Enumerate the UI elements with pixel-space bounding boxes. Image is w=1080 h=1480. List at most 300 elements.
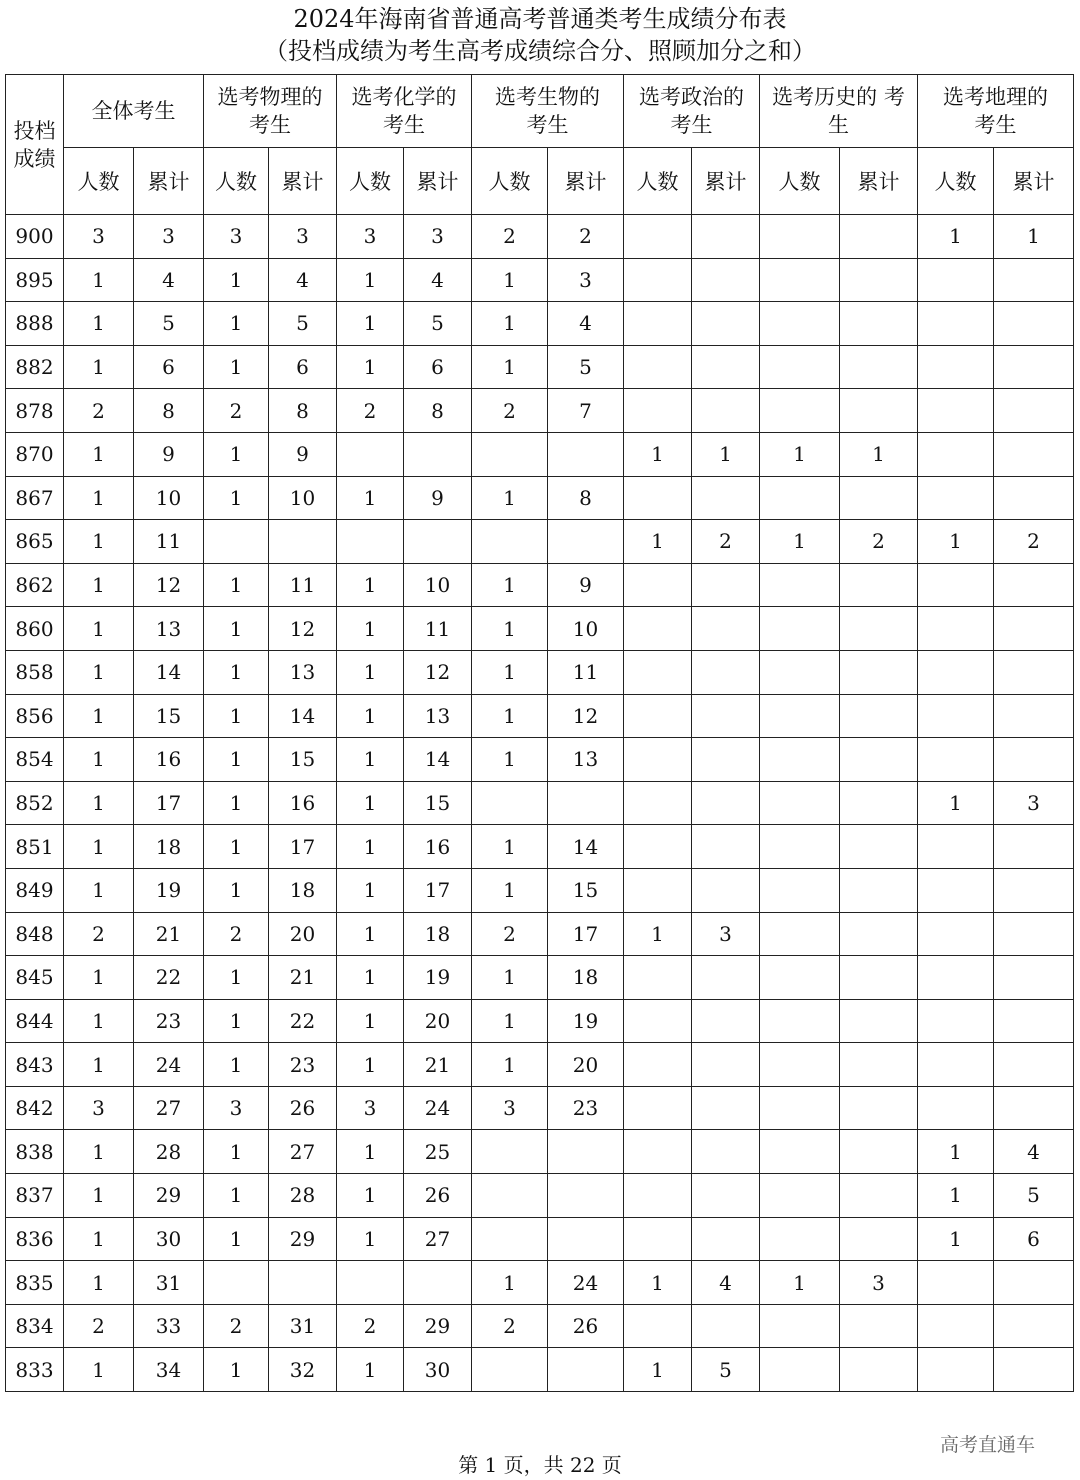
count-cell: 1 — [624, 912, 692, 956]
cumulative-cell — [994, 999, 1074, 1043]
cumulative-cell — [692, 389, 760, 433]
count-cell: 1 — [472, 825, 548, 869]
score-cell: 835 — [6, 1261, 64, 1305]
cumulative-cell: 23 — [269, 1043, 337, 1087]
group-header-label: 选考物理的 考生 — [217, 85, 323, 137]
count-cell — [918, 1043, 994, 1087]
cumulative-cell: 15 — [548, 868, 624, 912]
cumulative-cell: 26 — [269, 1086, 337, 1130]
count-cell: 1 — [204, 1043, 269, 1087]
count-cell: 1 — [337, 1174, 404, 1218]
cumulative-cell — [994, 912, 1074, 956]
count-cell: 1 — [337, 999, 404, 1043]
group-header — [918, 75, 1074, 148]
count-cell — [918, 1086, 994, 1130]
count-cell: 1 — [204, 999, 269, 1043]
group-header-label: 选考化学的 考生 — [351, 85, 457, 137]
cumulative-cell: 4 — [269, 258, 337, 302]
count-cell: 1 — [918, 1174, 994, 1218]
cumulative-cell: 9 — [404, 476, 472, 520]
count-cell: 2 — [472, 1304, 548, 1348]
count-cell — [760, 1348, 840, 1392]
cumulative-cell: 1 — [994, 215, 1074, 259]
cumulative-cell: 12 — [134, 563, 204, 607]
cumulative-cell — [994, 825, 1074, 869]
count-cell: 1 — [337, 476, 404, 520]
count-cell: 1 — [204, 1174, 269, 1218]
count-cell: 1 — [64, 694, 134, 738]
cumulative-cell: 29 — [404, 1304, 472, 1348]
count-cell: 1 — [472, 563, 548, 607]
cumulative-cell — [692, 258, 760, 302]
cumulative-cell — [692, 345, 760, 389]
cumulative-cell — [692, 738, 760, 782]
cumulative-cell — [840, 956, 918, 1000]
cumulative-cell: 19 — [548, 999, 624, 1043]
cumulative-cell — [548, 432, 624, 476]
cumulative-cell: 2 — [840, 520, 918, 564]
cumulative-cell — [692, 999, 760, 1043]
cumulative-cell: 8 — [404, 389, 472, 433]
count-cell — [918, 1304, 994, 1348]
group-header-label: 选考政治的 考生 — [639, 85, 744, 137]
cumulative-cell: 21 — [269, 956, 337, 1000]
score-column-header-label: 投档 成绩 — [13, 118, 56, 171]
cumulative-cell — [840, 781, 918, 825]
count-cell — [918, 258, 994, 302]
count-cell — [472, 432, 548, 476]
cumulative-cell — [994, 432, 1074, 476]
cumulative-cell: 6 — [134, 345, 204, 389]
cumulative-cell — [692, 607, 760, 651]
cumulative-cell: 6 — [994, 1217, 1074, 1261]
count-cell — [204, 1261, 269, 1305]
count-cell: 1 — [204, 432, 269, 476]
cumulative-cell — [840, 1130, 918, 1174]
cumulative-cell — [548, 1217, 624, 1261]
cumulative-cell — [840, 825, 918, 869]
table-row — [6, 1043, 1074, 1087]
count-cell — [204, 520, 269, 564]
count-cell — [624, 215, 692, 259]
count-cell: 2 — [64, 1304, 134, 1348]
score-cell: 837 — [6, 1174, 64, 1218]
cumulative-cell: 5 — [134, 302, 204, 346]
cumulative-cell: 16 — [404, 825, 472, 869]
table-row — [6, 302, 1074, 346]
count-cell — [472, 1130, 548, 1174]
group-header — [337, 75, 472, 148]
count-cell: 2 — [472, 389, 548, 433]
count-cell: 1 — [64, 999, 134, 1043]
count-cell — [760, 738, 840, 782]
count-cell — [760, 1086, 840, 1130]
cumulative-cell — [840, 912, 918, 956]
score-column-header — [6, 75, 64, 215]
count-cell — [918, 738, 994, 782]
count-cell: 1 — [64, 563, 134, 607]
cumulative-cell — [994, 476, 1074, 520]
cumulative-header: 累计 — [548, 148, 624, 215]
cumulative-cell: 17 — [548, 912, 624, 956]
count-cell: 1 — [624, 432, 692, 476]
cumulative-cell: 2 — [548, 215, 624, 259]
count-cell: 1 — [918, 781, 994, 825]
count-cell: 1 — [204, 868, 269, 912]
cumulative-cell — [994, 650, 1074, 694]
count-cell — [918, 694, 994, 738]
cumulative-cell: 20 — [548, 1043, 624, 1087]
page-subtitle: （投档成绩为考生高考成绩综合分、照顾加分之和） — [264, 37, 816, 65]
count-cell: 1 — [204, 650, 269, 694]
count-cell — [624, 650, 692, 694]
table-row — [6, 912, 1074, 956]
cumulative-cell — [692, 476, 760, 520]
score-cell: 842 — [6, 1086, 64, 1130]
cumulative-cell: 24 — [548, 1261, 624, 1305]
cumulative-cell: 13 — [134, 607, 204, 651]
count-cell — [624, 302, 692, 346]
count-cell: 2 — [204, 1304, 269, 1348]
table-row — [6, 999, 1074, 1043]
table-row — [6, 215, 1074, 259]
count-cell: 1 — [918, 1217, 994, 1261]
cumulative-cell: 10 — [548, 607, 624, 651]
count-cell — [760, 345, 840, 389]
count-cell: 1 — [64, 650, 134, 694]
score-cell: 882 — [6, 345, 64, 389]
score-cell: 834 — [6, 1304, 64, 1348]
cumulative-cell — [840, 1217, 918, 1261]
count-cell — [472, 1174, 548, 1218]
cumulative-cell: 17 — [269, 825, 337, 869]
count-cell — [337, 520, 404, 564]
count-cell — [337, 432, 404, 476]
count-cell: 1 — [337, 912, 404, 956]
count-cell — [760, 607, 840, 651]
count-header: 人数 — [472, 148, 548, 215]
cumulative-cell — [692, 868, 760, 912]
cumulative-cell — [692, 1217, 760, 1261]
cumulative-header: 累计 — [269, 148, 337, 215]
cumulative-cell: 23 — [548, 1086, 624, 1130]
score-cell: 865 — [6, 520, 64, 564]
count-cell — [624, 1130, 692, 1174]
cumulative-cell: 10 — [404, 563, 472, 607]
count-cell — [760, 258, 840, 302]
count-cell — [918, 825, 994, 869]
count-cell: 1 — [204, 738, 269, 782]
count-cell: 1 — [472, 258, 548, 302]
count-cell: 1 — [472, 607, 548, 651]
count-cell — [624, 345, 692, 389]
count-cell — [760, 781, 840, 825]
count-cell: 1 — [204, 476, 269, 520]
header-row-sub — [6, 148, 1074, 215]
count-cell — [624, 607, 692, 651]
count-cell — [624, 1304, 692, 1348]
count-header: 人数 — [760, 148, 840, 215]
cumulative-cell: 24 — [404, 1086, 472, 1130]
cumulative-cell — [994, 738, 1074, 782]
count-cell — [624, 476, 692, 520]
count-cell: 2 — [204, 389, 269, 433]
group-header — [204, 75, 337, 148]
count-cell: 1 — [64, 520, 134, 564]
count-cell — [918, 999, 994, 1043]
cumulative-cell — [840, 1304, 918, 1348]
cumulative-cell: 3 — [404, 215, 472, 259]
cumulative-cell: 33 — [134, 1304, 204, 1348]
count-cell — [624, 1217, 692, 1261]
cumulative-cell: 2 — [692, 520, 760, 564]
cumulative-cell — [994, 956, 1074, 1000]
group-header — [64, 75, 204, 148]
cumulative-cell: 11 — [269, 563, 337, 607]
group-header — [624, 75, 760, 148]
count-cell: 2 — [64, 389, 134, 433]
count-cell: 1 — [624, 1261, 692, 1305]
cumulative-cell: 8 — [134, 389, 204, 433]
cumulative-header: 累计 — [404, 148, 472, 215]
count-cell — [624, 694, 692, 738]
cumulative-cell: 14 — [404, 738, 472, 782]
cumulative-cell: 10 — [134, 476, 204, 520]
count-cell: 1 — [760, 1261, 840, 1305]
cumulative-cell: 32 — [269, 1348, 337, 1392]
cumulative-cell: 5 — [994, 1174, 1074, 1218]
count-cell: 1 — [918, 520, 994, 564]
count-cell: 1 — [472, 1043, 548, 1087]
count-cell — [760, 1174, 840, 1218]
header-row-groups — [6, 75, 1074, 148]
score-cell: 851 — [6, 825, 64, 869]
cumulative-cell — [994, 1304, 1074, 1348]
cumulative-cell — [692, 1304, 760, 1348]
cumulative-cell: 5 — [548, 345, 624, 389]
cumulative-header: 累计 — [692, 148, 760, 215]
count-cell — [918, 345, 994, 389]
cumulative-cell: 1 — [840, 432, 918, 476]
count-cell: 1 — [64, 1217, 134, 1261]
cumulative-cell: 30 — [404, 1348, 472, 1392]
cumulative-cell — [692, 563, 760, 607]
cumulative-cell: 4 — [134, 258, 204, 302]
count-cell: 1 — [337, 1348, 404, 1392]
score-cell: 867 — [6, 476, 64, 520]
count-cell — [760, 1043, 840, 1087]
cumulative-cell: 10 — [269, 476, 337, 520]
count-cell: 1 — [337, 345, 404, 389]
cumulative-cell: 8 — [269, 389, 337, 433]
count-cell: 1 — [64, 258, 134, 302]
group-header-label: 选考生物的 考生 — [495, 85, 600, 137]
count-cell — [624, 868, 692, 912]
count-cell — [918, 1261, 994, 1305]
cumulative-cell — [994, 1043, 1074, 1087]
count-cell: 3 — [204, 1086, 269, 1130]
table-row — [6, 956, 1074, 1000]
count-cell: 1 — [64, 1043, 134, 1087]
cumulative-cell — [840, 1348, 918, 1392]
cumulative-cell — [840, 215, 918, 259]
count-cell: 1 — [472, 345, 548, 389]
cumulative-cell: 34 — [134, 1348, 204, 1392]
count-cell — [624, 389, 692, 433]
cumulative-cell: 2 — [994, 520, 1074, 564]
cumulative-cell: 14 — [548, 825, 624, 869]
cumulative-cell — [840, 389, 918, 433]
count-cell: 1 — [64, 1174, 134, 1218]
cumulative-cell — [269, 1261, 337, 1305]
count-cell: 1 — [337, 650, 404, 694]
score-cell: 856 — [6, 694, 64, 738]
cumulative-cell: 27 — [404, 1217, 472, 1261]
cumulative-cell: 25 — [404, 1130, 472, 1174]
count-cell: 1 — [337, 563, 404, 607]
count-cell — [760, 476, 840, 520]
count-cell: 1 — [64, 868, 134, 912]
count-cell: 1 — [64, 1348, 134, 1392]
score-cell: 888 — [6, 302, 64, 346]
count-cell — [918, 956, 994, 1000]
cumulative-cell — [994, 389, 1074, 433]
table-row — [6, 389, 1074, 433]
count-cell: 2 — [64, 912, 134, 956]
count-cell: 1 — [760, 520, 840, 564]
cumulative-cell: 3 — [692, 912, 760, 956]
score-cell: 900 — [6, 215, 64, 259]
cumulative-cell — [994, 302, 1074, 346]
score-cell: 870 — [6, 432, 64, 476]
count-cell: 3 — [204, 215, 269, 259]
count-cell: 1 — [64, 345, 134, 389]
cumulative-cell — [840, 738, 918, 782]
cumulative-cell: 20 — [404, 999, 472, 1043]
cumulative-cell: 12 — [548, 694, 624, 738]
cumulative-cell — [692, 302, 760, 346]
count-cell — [760, 825, 840, 869]
cumulative-cell — [994, 1261, 1074, 1305]
table-row — [6, 781, 1074, 825]
cumulative-cell: 23 — [134, 999, 204, 1043]
count-cell: 1 — [624, 1348, 692, 1392]
count-cell: 1 — [337, 781, 404, 825]
cumulative-cell: 21 — [134, 912, 204, 956]
count-cell — [337, 1261, 404, 1305]
cumulative-cell: 21 — [404, 1043, 472, 1087]
cumulative-cell: 6 — [269, 345, 337, 389]
table-row — [6, 432, 1074, 476]
cumulative-cell: 19 — [134, 868, 204, 912]
page-footer: 第 1 页，共 22 页 — [458, 1453, 622, 1477]
cumulative-cell: 20 — [269, 912, 337, 956]
cumulative-cell — [692, 956, 760, 1000]
score-cell: 844 — [6, 999, 64, 1043]
count-cell: 1 — [64, 302, 134, 346]
count-cell — [472, 781, 548, 825]
table-row — [6, 650, 1074, 694]
score-cell: 833 — [6, 1348, 64, 1392]
count-cell: 1 — [204, 258, 269, 302]
table-row — [6, 1217, 1074, 1261]
cumulative-cell — [840, 258, 918, 302]
score-cell: 895 — [6, 258, 64, 302]
count-cell: 1 — [472, 694, 548, 738]
count-cell: 1 — [918, 215, 994, 259]
score-cell: 843 — [6, 1043, 64, 1087]
count-cell — [624, 258, 692, 302]
cumulative-cell — [692, 1086, 760, 1130]
cumulative-cell — [269, 520, 337, 564]
count-cell: 1 — [204, 781, 269, 825]
cumulative-cell: 15 — [404, 781, 472, 825]
table-row — [6, 345, 1074, 389]
cumulative-cell: 14 — [269, 694, 337, 738]
count-cell: 2 — [337, 1304, 404, 1348]
cumulative-cell — [994, 563, 1074, 607]
count-cell — [760, 1130, 840, 1174]
count-cell — [918, 1348, 994, 1392]
cumulative-cell: 8 — [548, 476, 624, 520]
count-cell: 1 — [64, 476, 134, 520]
cumulative-cell: 3 — [840, 1261, 918, 1305]
table-row — [6, 563, 1074, 607]
cumulative-cell: 17 — [134, 781, 204, 825]
cumulative-cell — [840, 1043, 918, 1087]
table-body — [6, 215, 1074, 1392]
count-cell: 3 — [472, 1086, 548, 1130]
group-header — [760, 75, 918, 148]
count-cell: 1 — [337, 607, 404, 651]
count-cell: 1 — [472, 956, 548, 1000]
count-cell — [918, 563, 994, 607]
count-cell — [760, 694, 840, 738]
count-cell: 1 — [337, 868, 404, 912]
count-cell: 1 — [64, 1261, 134, 1305]
cumulative-cell: 9 — [134, 432, 204, 476]
score-cell: 836 — [6, 1217, 64, 1261]
cumulative-cell: 5 — [404, 302, 472, 346]
cumulative-cell: 31 — [269, 1304, 337, 1348]
count-cell: 1 — [204, 1348, 269, 1392]
score-cell: 878 — [6, 389, 64, 433]
cumulative-cell: 27 — [134, 1086, 204, 1130]
cumulative-cell — [548, 781, 624, 825]
count-cell — [472, 1348, 548, 1392]
count-cell — [760, 868, 840, 912]
count-cell: 1 — [204, 302, 269, 346]
count-cell — [760, 389, 840, 433]
table-row — [6, 1174, 1074, 1218]
count-cell — [760, 1217, 840, 1261]
cumulative-cell — [840, 1086, 918, 1130]
cumulative-cell: 18 — [134, 825, 204, 869]
cumulative-cell: 15 — [269, 738, 337, 782]
table-row — [6, 1130, 1074, 1174]
cumulative-cell: 13 — [269, 650, 337, 694]
group-header — [472, 75, 624, 148]
group-header-label: 选考历史的 考 生 — [772, 85, 905, 137]
cumulative-cell — [994, 1086, 1074, 1130]
cumulative-cell: 5 — [269, 302, 337, 346]
score-cell: 860 — [6, 607, 64, 651]
cumulative-cell — [692, 650, 760, 694]
table-row — [6, 868, 1074, 912]
count-cell: 1 — [472, 650, 548, 694]
cumulative-cell — [840, 563, 918, 607]
count-cell: 1 — [64, 781, 134, 825]
